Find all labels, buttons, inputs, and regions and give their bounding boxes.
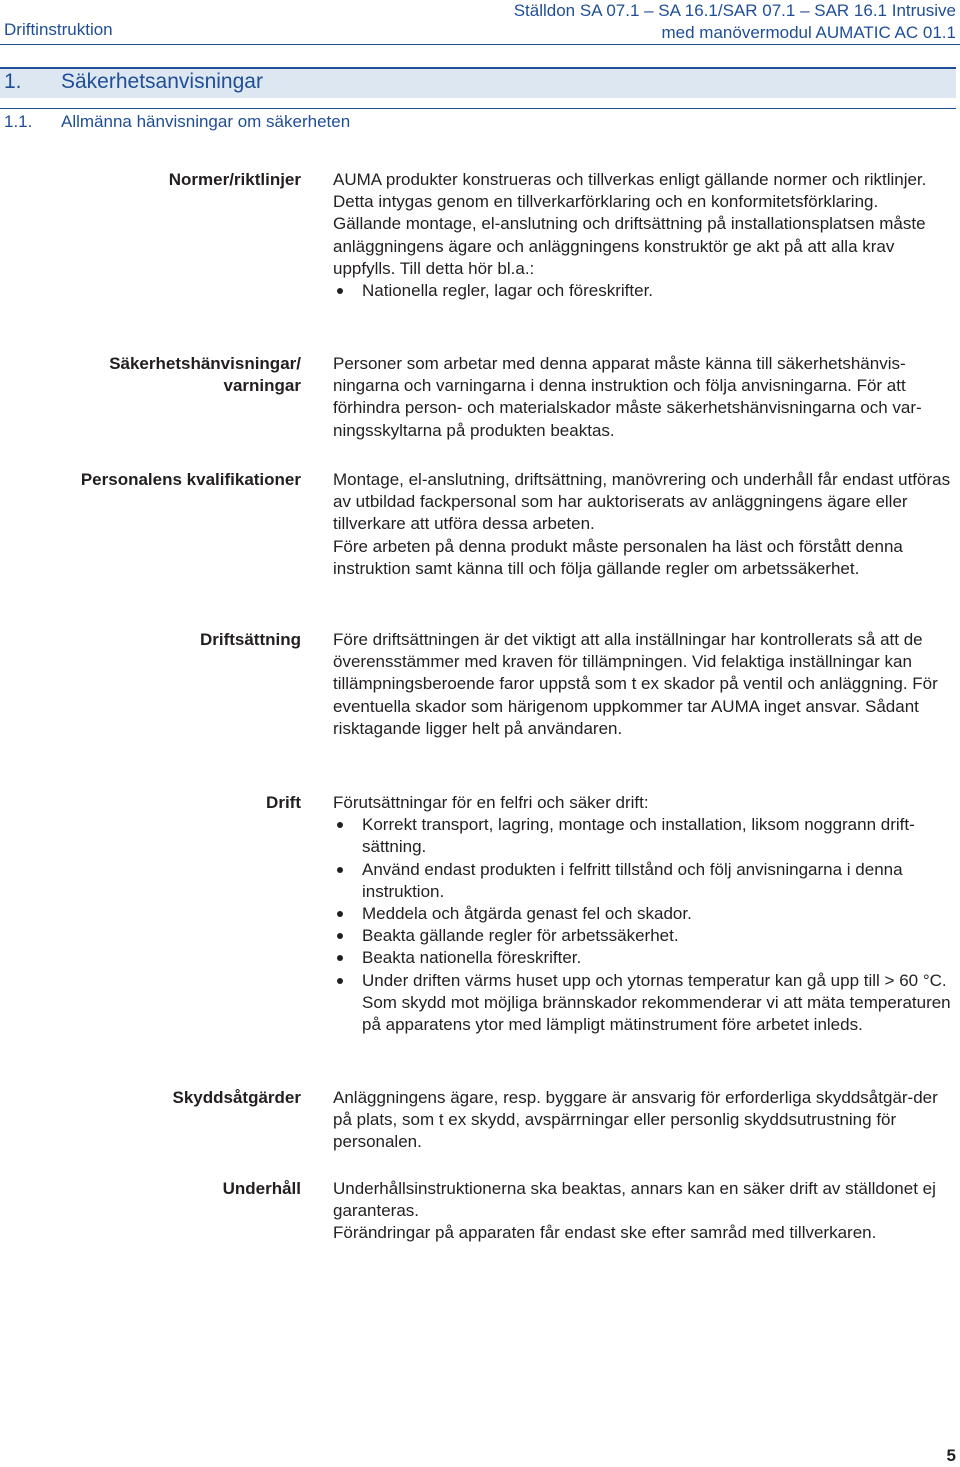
section-title: Säkerhetsanvisningar	[61, 70, 263, 93]
paragraph: Förutsättningar för en felfri och säker drift:	[333, 793, 649, 812]
text-normer	[333, 169, 957, 302]
label-line: Säkerhetshänvisningar/	[109, 354, 301, 373]
product-title	[514, 0, 956, 44]
paragraph: AUMA produkter konstrueras och tillverkas enligt gällande normer och riktlinjer. Detta intygas genom en tillverkarförklaring och en konformitetsförklaring.	[333, 170, 927, 212]
label-normer: Normer/riktlinjer	[168, 170, 301, 189]
product-title-line-1: Ställdon SA 07.1 – SA 16.1/SAR 07.1 – SAR 16.1 Intrusive	[513, 1, 956, 20]
list-item: Korrekt transport, lagring, montage och installation, liksom noggrann drift-sättning.	[333, 814, 957, 858]
text-sakerhet	[333, 353, 957, 442]
section-number: 1.	[4, 70, 22, 93]
paragraph: Gällande montage, el-anslutning och driftsättning på installationsplatsen måste anläggningens ägare och anläggningens konstruktör ge akt på att alla krav uppfylls. Till detta hör bl.a.:	[333, 214, 926, 278]
product-title-line-2: med manövermodul AUMATIC AC 01.1	[661, 23, 956, 42]
label-skydd: Skyddsåtgärder	[172, 1088, 301, 1107]
document-title: Driftinstruktion	[4, 20, 113, 39]
text-driftsattning	[333, 629, 957, 740]
text-skydd	[333, 1087, 957, 1154]
list-item: Nationella regler, lagar och föreskrifter.	[333, 280, 957, 302]
label-sakerhet	[21, 353, 301, 397]
list-item: Meddela och åtgärda genast fel och skador.	[333, 903, 957, 925]
list-item: Beakta gällande regler för arbetssäkerhet.	[333, 925, 957, 947]
list-item: Använd endast produkten i felfritt tillstånd och följ anvisningarna i denna instruktion.	[333, 859, 957, 903]
paragraph: Före driftsättningen är det viktigt att alla inställningar har kontrollerats så att de överensstämmer med kraven för tillämpningen. Vid felaktiga inställningar kan tillämpningsberoende faror uppstå som t ex skador på ventil och anläggning. För eventuella skador som härigenom uppkommer tar AUMA inget ansvar. Sådant risktagande ligger helt på användaren.	[333, 630, 938, 738]
subsection-number: 1.1.	[4, 112, 33, 131]
label-personal: Personalens kvalifikationer	[80, 470, 301, 489]
subsection-heading	[4, 112, 350, 132]
section-heading	[4, 70, 263, 94]
label-underhall: Underhåll	[222, 1179, 301, 1198]
text-drift	[333, 792, 957, 1036]
text-underhall	[333, 1178, 957, 1245]
list-item: Under driften värms huset upp och ytornas temperatur kan gå upp till > 60 °C. Som skydd mot möjliga brännskador rekommenderar vi att mäta temperaturen på apparatens ytor med lämpligt mätinstrument före arbetet inleds.	[333, 970, 957, 1037]
subsection-title: Allmänna hänvisningar om säkerheten	[61, 112, 351, 131]
list-item: Beakta nationella föreskrifter.	[333, 947, 957, 969]
header-divider	[0, 44, 960, 45]
label-line: varningar	[223, 376, 301, 395]
bullet-list	[333, 814, 957, 1036]
label-drift: Drift	[266, 793, 301, 812]
bullet-list	[333, 280, 957, 302]
subsection-divider	[0, 108, 956, 109]
paragraph: Montage, el-anslutning, driftsättning, manövrering och underhåll får endast utföras av utbildad fackpersonal som har auktoriserats av anläggningens ägare eller tillverkare att utföra dessa arbeten.	[333, 470, 951, 534]
paragraph: Personer som arbetar med denna apparat måste känna till säkerhetshänvis-ningarna och varningarna i denna instruktion och följa anvisningarna. För att förhindra person- och materialskador måste säkerhetshänvisningarna och var-ningsskyltarna på produkten beaktas.	[333, 354, 922, 440]
paragraph: Före arbeten på denna produkt måste personalen ha läst och förstått denna instruktion samt känna till och följa gällande regler om arbetssäkerhet.	[333, 536, 903, 578]
paragraph: Förändringar på apparaten får endast ske efter samråd med tillverkaren.	[333, 1223, 877, 1243]
label-driftsattning: Driftsättning	[199, 630, 301, 649]
paragraph: Anläggningens ägare, resp. byggare är ansvarig för erforderliga skyddsåtgär-der på plats, som t ex skydd, avspärrningar eller personlig skyddsutrustning för personalen.	[333, 1088, 938, 1152]
paragraph: Underhållsinstruktionerna ska beaktas, annars kan en säker drift av ställdonet ej garanteras.	[333, 1179, 936, 1221]
page-number: 5	[946, 1446, 956, 1465]
text-personal	[333, 469, 957, 580]
